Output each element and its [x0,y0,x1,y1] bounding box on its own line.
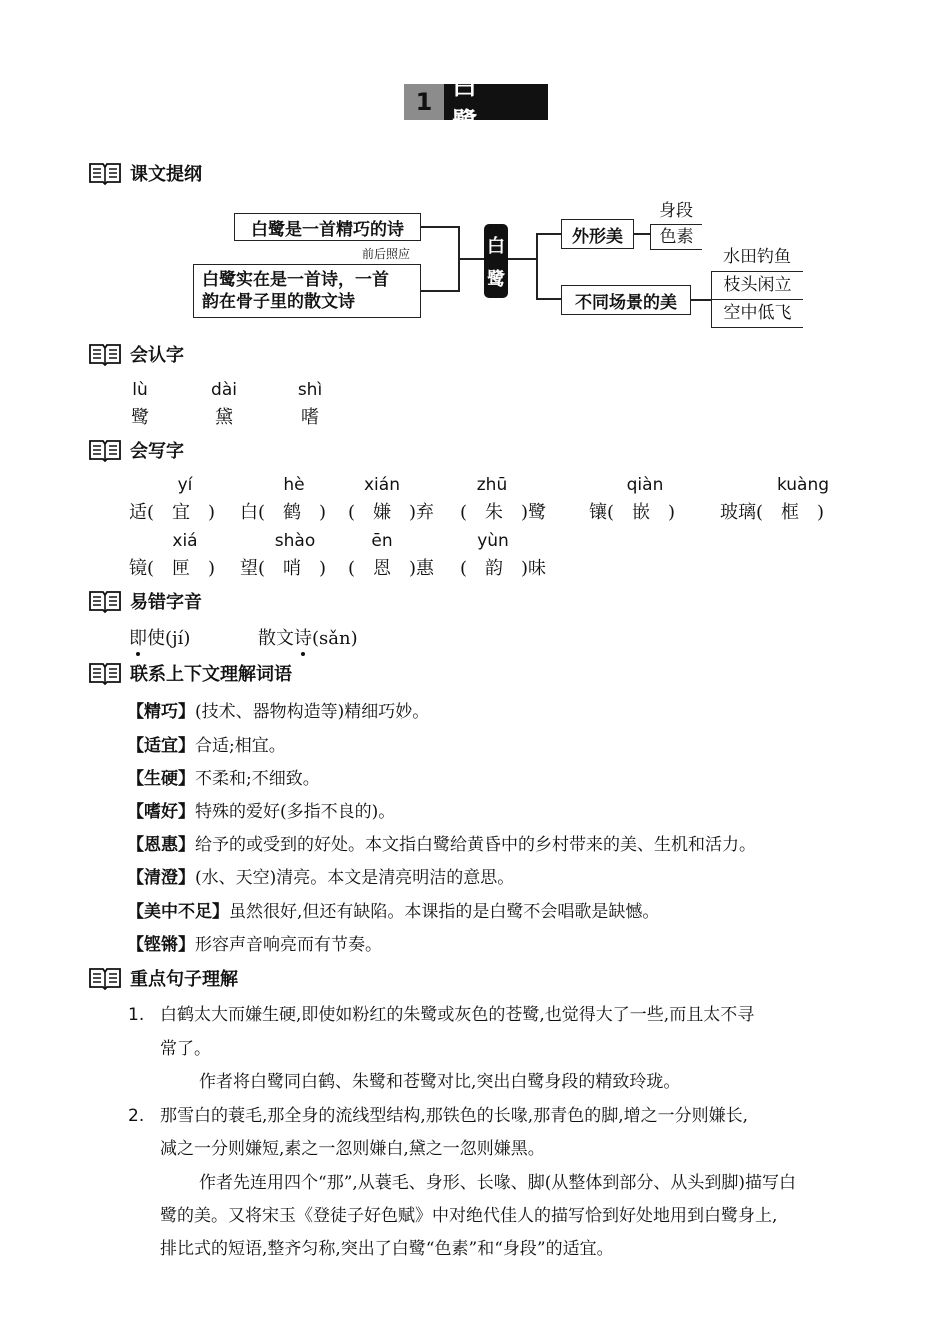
outline-left-top: 白鹭是一首精巧的诗 [234,213,421,241]
outline-leaf-list [711,244,803,328]
sentence-analysis: 作者先连用四个“那”,从蓑毛、身形、长喙、脚(从整体到部分、从头到脚)描写白 [199,1173,797,1193]
outline-leaf: 色素 [650,225,702,250]
section-label: 易错字音 [130,592,202,613]
vocab-def: (技术、器物构造等)精细巧妙。 [195,701,430,722]
outline-branch-appearance: 外形美 [561,219,634,249]
write-word: ( 嫌 )弃 [348,502,435,523]
vocab-def: (水、天空)清亮。本文是清亮明洁的意思。 [195,867,515,888]
book-icon [88,966,122,990]
book-icon [88,661,122,685]
vocab-item [127,731,286,755]
sentence-number: 2. [128,1106,145,1126]
connector [421,290,459,292]
vocab-item [127,697,429,721]
vocab-def: 形容声音响亮而有节奏。 [195,934,382,955]
vocab-def: 合适;相宜。 [195,735,286,756]
sentence-line: 常了。 [160,1039,211,1059]
pinyin: zhū [476,475,508,495]
connector [536,233,561,235]
vocab-item [127,797,395,821]
write-word: 镜( 匣 ) [129,558,216,579]
book-icon [88,161,122,185]
vocab-term: 【清澄】 [127,867,195,888]
outline-leaf-list [650,198,702,250]
book-icon [88,589,122,613]
error-char: 诗 [294,628,312,649]
sentence-analysis: 鹭的美。又将宋玉《登徒子好色赋》中对绝代佳人的描写恰到好处地用到白鹭身上, [160,1206,778,1226]
outline-leaf: 水田钓鱼 [711,244,803,272]
outline-center-char: 鹭 [487,268,505,290]
pinyin: ēn [371,531,393,551]
connector [536,233,538,299]
book-icon [88,342,122,366]
vocab-item [127,764,320,788]
echo-note: 前后照应 [362,247,411,261]
vocab-item [127,897,659,921]
outline-center [484,224,508,298]
error-char: 即 [129,628,147,649]
error-item-1 [129,624,190,650]
section-heading-recognize [88,341,184,367]
section-label: 会认字 [130,345,184,366]
hanzi: 黛 [215,407,233,428]
section-heading-outline [88,160,202,186]
vocab-term: 【铿锵】 [127,934,195,955]
vocab-term: 【美中不足】 [127,901,229,922]
error-rest: 使(jí) [147,628,191,649]
book-icon [88,438,122,462]
vocab-term: 【生硬】 [127,768,195,789]
write-word: 适( 宜 ) [129,502,216,523]
lesson-title-badge [404,71,548,136]
pinyin: lù [132,380,148,400]
pinyin: shào [274,531,316,551]
section-heading-write [88,437,184,463]
write-word: ( 恩 )惠 [348,558,435,579]
outline-branch-scenes: 不同场景的美 [561,285,691,315]
vocab-def: 虽然很好,但还有缺陷。本课指的是白鹭不会唱歌是缺憾。 [229,901,660,922]
vocab-item [127,930,382,954]
vocab-def: 特殊的爱好(多指不良的)。 [195,801,396,822]
pinyin: hè [283,475,305,495]
write-word: 望( 哨 ) [240,558,327,579]
outline-leaf: 枝头闲立 [711,272,803,300]
sentence-number: 1. [128,1005,145,1025]
write-word: 白( 鹤 ) [240,502,327,523]
outline-left-bottom-line1: 白鹭实在是一首诗，一首 [202,270,389,290]
sentence-line: 白鹤太大而嫌生硬,即使如粉红的朱鹭或灰色的苍鹭,也觉得大了一些,而且太不寻 [160,1005,755,1025]
pinyin: dài [211,380,237,400]
hanzi: 嗜 [301,407,319,428]
pinyin: xiá [172,531,198,551]
sentence-analysis: 作者将白鹭同白鹤、朱鹭和苍鹭对比,突出白鹭身段的精致玲珑。 [199,1072,681,1092]
section-label: 会写字 [130,441,184,462]
connector [459,258,484,260]
section-label: 联系上下文理解词语 [130,664,292,685]
sentence-analysis: 排比式的短语,整齐匀称,突出了白鹭“色素”和“身段”的适宜。 [160,1239,614,1259]
section-label: 重点句子理解 [130,969,238,990]
write-word: ( 朱 )鹭 [460,502,547,523]
vocab-item [127,863,514,887]
outline-center-char: 白 [487,235,505,257]
error-rest: (sǎn) [312,628,358,649]
sentence-line: 减之一分则嫌短,素之一忽则嫌白,黛之一忽则嫌黑。 [160,1139,545,1159]
write-word: 玻璃( 框 ) [720,502,825,523]
vocab-term: 【适宜】 [127,735,195,756]
connector [691,299,711,301]
lesson-number: 1 [404,84,444,120]
pinyin: kuàng [776,475,830,495]
outline-leaf: 身段 [650,198,702,225]
outline-left-bottom-line2: 韵在骨子里的散文诗 [202,292,355,312]
vocab-term: 【嗜好】 [127,801,195,822]
connector [634,233,650,235]
vocab-def: 给予的或受到的好处。本文指白鹭给黄昏中的乡村带来的美、生机和活力。 [195,834,756,855]
pinyin: qiàn [626,475,664,495]
connector [421,226,459,228]
vocab-term: 【精巧】 [127,701,195,722]
connector [536,298,561,300]
section-heading-sentences [88,965,238,991]
error-item-2 [258,624,358,650]
section-heading-errors [88,588,202,614]
sentence-line: 那雪白的蓑毛,那全身的流线型结构,那铁色的长喙,那青色的脚,增之一分则嫌长, [160,1106,749,1126]
connector [508,258,537,260]
pinyin: yùn [477,531,509,551]
outline-left-bottom [193,264,421,318]
section-heading-words [88,660,292,686]
pinyin: xián [364,475,400,495]
lesson-title: 白 鹭 [444,84,548,120]
error-pre: 散文 [258,628,294,649]
vocab-item [127,830,756,854]
vocab-term: 【恩惠】 [127,834,195,855]
write-word: 镶( 嵌 ) [589,502,676,523]
pinyin: shì [297,380,323,400]
section-label: 课文提纲 [130,164,202,185]
outline-leaf: 空中低飞 [711,300,803,328]
hanzi: 鹭 [131,407,149,428]
pinyin: yí [177,475,193,495]
vocab-def: 不柔和;不细致。 [195,768,320,789]
write-word: ( 韵 )味 [460,558,547,579]
